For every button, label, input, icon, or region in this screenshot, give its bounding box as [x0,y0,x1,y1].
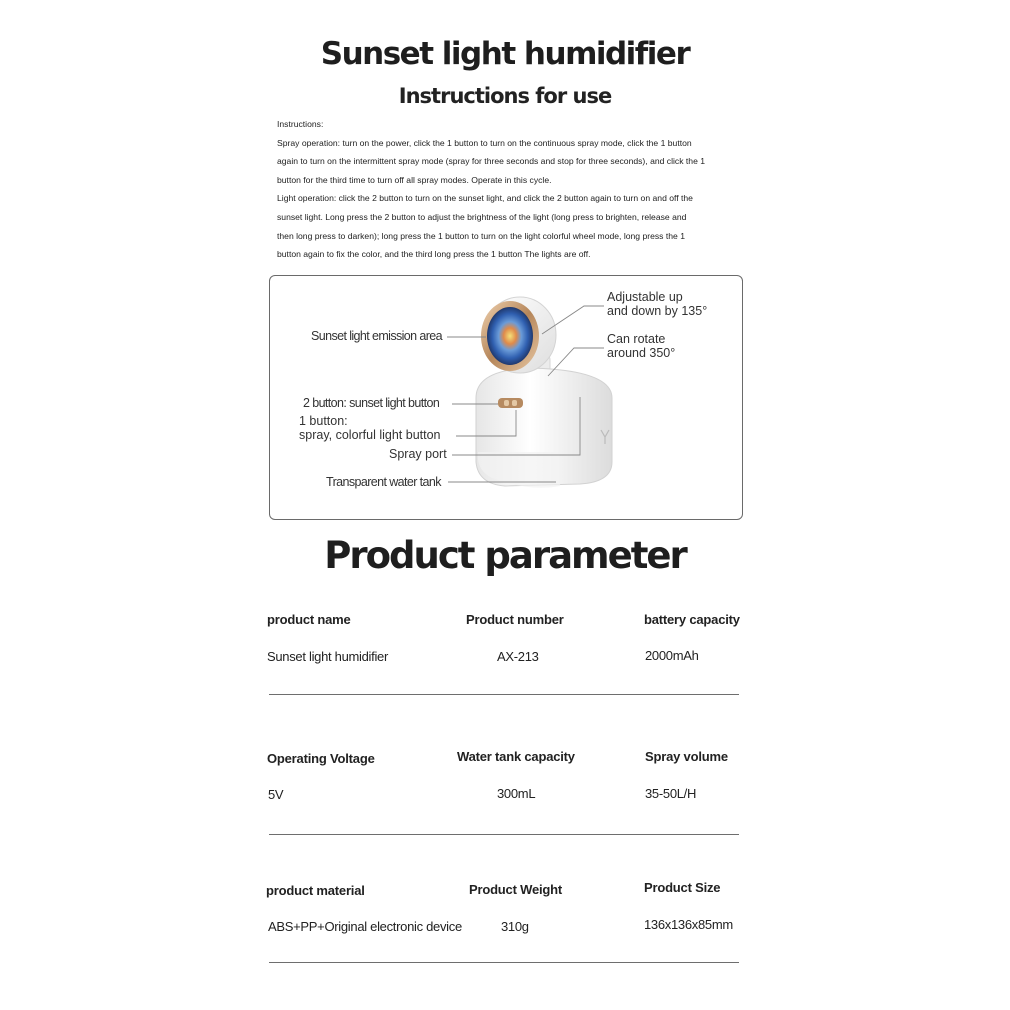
instructions-line: button again to fix the color, and the third long press the 1 button The lights are off. [277,249,591,260]
callout-spray-port: Spray port [389,447,447,461]
param-value: AX-213 [497,649,539,664]
param-value: 300mL [497,786,536,801]
divider [269,694,739,695]
instructions-line: button for the third time to turn off all spray modes. Operate in this cycle. [277,174,552,185]
instructions-line: Instructions: [277,119,324,129]
callout-water-tank: Transparent water tank [326,475,441,489]
callout-emission: Sunset light emission area [311,329,443,343]
parameters-title: Product parameter [324,534,686,577]
param-label: product name [267,612,351,627]
instructions-line: again to turn on the intermittent spray mode (spray for three seconds and stop for three seconds), and click the 1 [277,156,706,167]
param-label: Spray volume [645,749,728,764]
param-value: 5V [268,787,284,802]
callout-rotate: Can rotate around 350° [607,332,676,360]
instructions-line: then long press to darken); long press the 1 button to turn on the light colorful wheel mode, long press the 1 [277,230,685,241]
instructions-line: Light operation: click the 2 button to turn on the sunset light, and click the 2 button again to turn on and off the [277,193,693,204]
param-label: Product Weight [469,882,563,897]
callout-adjustable: Adjustable up and down by 135° [607,290,708,318]
param-value: 136x136x85mm [644,917,733,932]
instructions-line: sunset light. Long press the 2 button to adjust the brightness of the light (long press to brighten, release and [277,211,687,222]
divider [269,962,739,963]
param-value: 2000mAh [645,648,699,663]
param-label: Water tank capacity [457,749,575,764]
callout-button2: 2 button: sunset light button [303,396,440,410]
param-label: battery capacity [644,612,740,627]
instructions-line: Spray operation: turn on the power, click the 1 button to turn on the continuous spray mode, click the 1 button [277,137,692,148]
param-label: Product Size [644,880,721,895]
param-value: 35-50L/H [645,786,697,801]
param-label: product material [266,883,365,898]
param-label: Operating Voltage [267,751,375,766]
instructions-heading: Instructions for use [398,84,612,108]
callout-button1: 1 button: spray, colorful light button [299,414,441,442]
param-label: Product number [466,612,564,627]
page-title: Sunset light humidifier [320,36,690,72]
param-value: ABS+PP+Original electronic device [268,919,462,934]
param-value: Sunset light humidifier [267,649,388,664]
divider [269,834,739,835]
param-value: 310g [501,919,529,934]
